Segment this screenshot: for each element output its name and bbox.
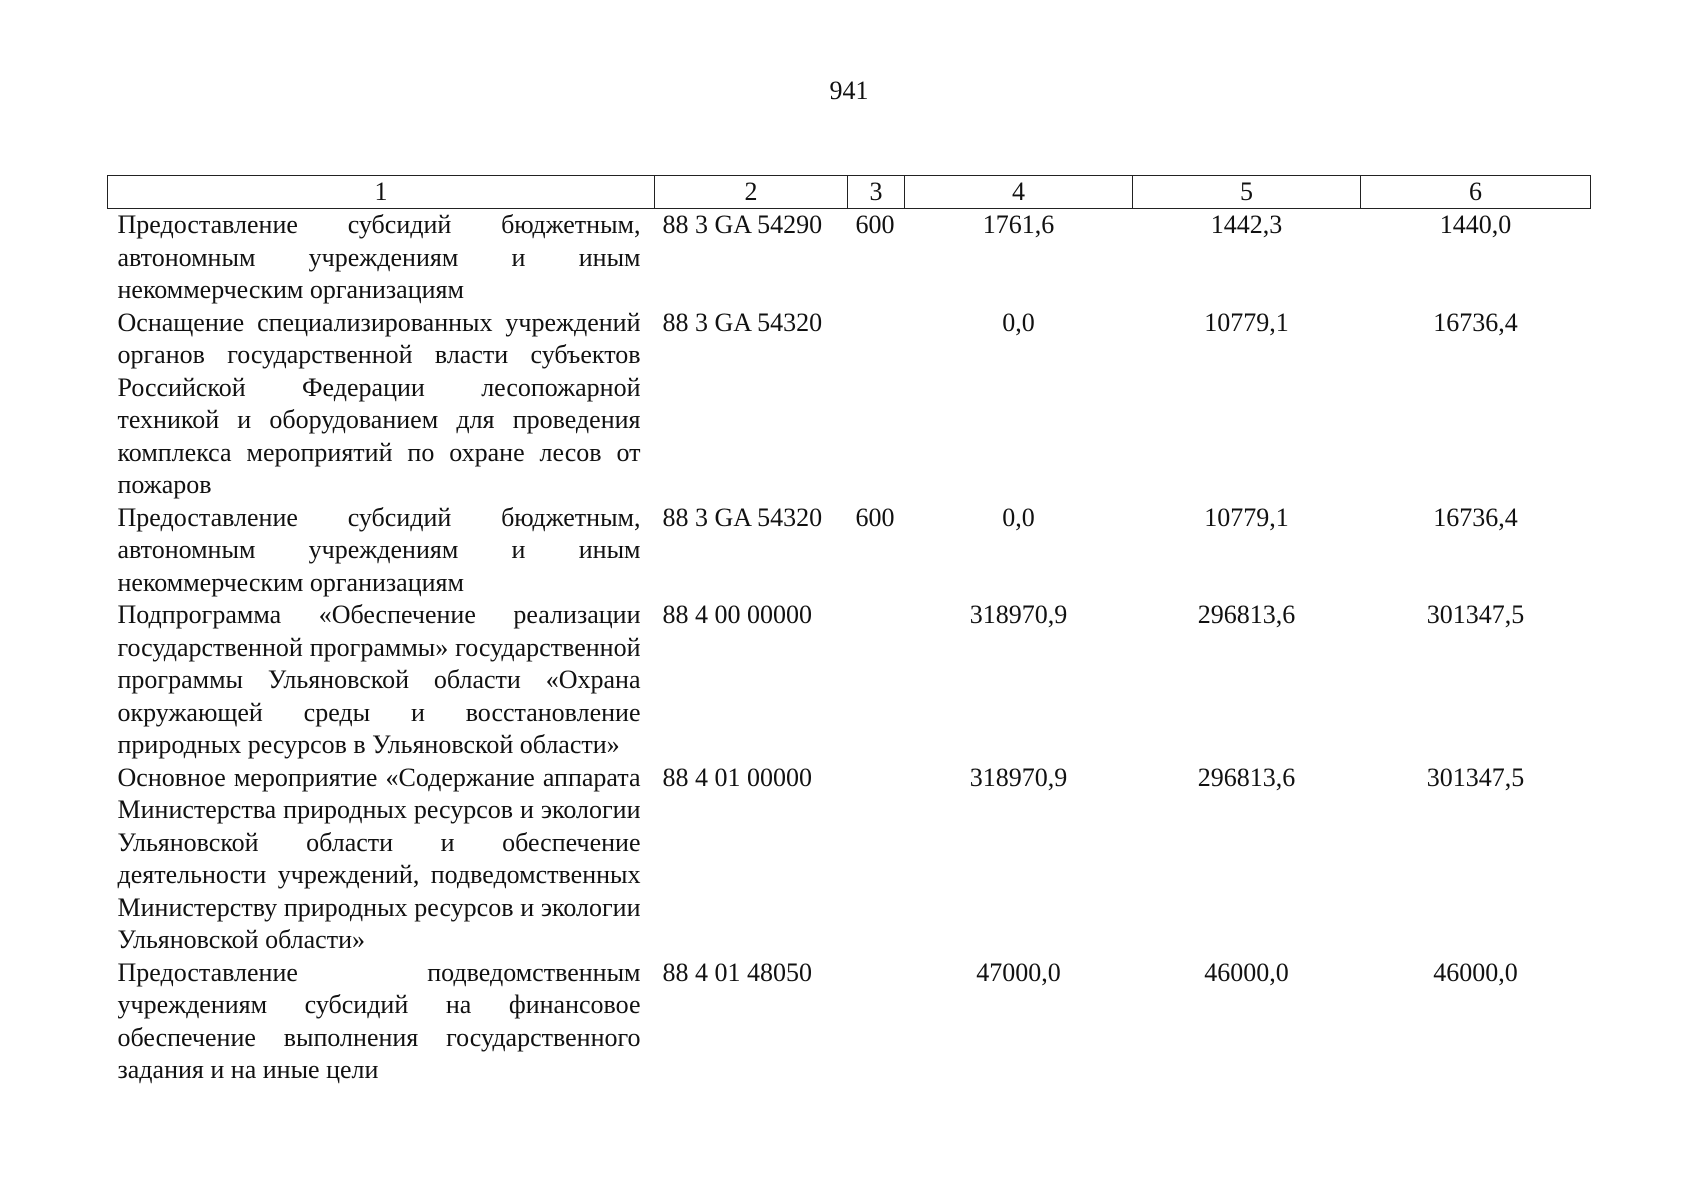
row-value-5: 10779,1 — [1204, 307, 1289, 337]
row-value-4: 1761,6 — [982, 210, 1055, 239]
column-header-3: 3 — [848, 176, 905, 209]
row-code: 88 3 GA 54320 — [662, 502, 823, 532]
column-header-6: 6 — [1361, 176, 1591, 209]
row-expense-type: 600 — [855, 210, 895, 239]
row-value-4: 47000,0 — [976, 957, 1061, 987]
row-name: Предоставление субсидий бюджетным, автономным учреждениям и иным некоммерческим организациям — [117, 502, 641, 597]
table-row — [108, 209, 1591, 307]
row-code: 88 4 01 00000 — [662, 762, 812, 792]
row-value-6: 16736,4 — [1433, 502, 1518, 532]
table-row — [108, 599, 1591, 762]
table-row — [108, 957, 1591, 1087]
row-code: 88 3 GA 54320 — [662, 307, 823, 337]
row-name: Основное мероприятие «Содержание аппарата Министерства природных ресурсов и экологии Ульяновской области и обеспечение деятельности учреждений, подведомственных Министерству природных ресурсов и экологии Ульяновской области» — [117, 762, 641, 954]
row-expense-type: 600 — [855, 502, 895, 532]
table-row — [108, 762, 1591, 957]
row-expense-type — [848, 307, 905, 502]
row-value-5: 296813,6 — [1197, 762, 1296, 792]
row-expense-type — [848, 762, 905, 957]
row-value-4: 0,0 — [1002, 502, 1035, 532]
row-value-4: 0,0 — [1002, 307, 1035, 337]
table-row — [108, 307, 1591, 502]
row-value-5: 10779,1 — [1204, 502, 1289, 532]
row-name: Подпрограмма «Обеспечение реализации государственной программы» государственной программы Ульяновской области «Охрана окружающей среды и восстановление природных ресурсов в Ульяновской области» — [117, 600, 641, 759]
row-code: 88 3 GA 54290 — [662, 210, 823, 239]
row-value-4: 318970,9 — [969, 762, 1068, 792]
table-row — [108, 502, 1591, 600]
row-value-6: 301347,5 — [1426, 600, 1525, 629]
budget-table — [107, 175, 1591, 1087]
row-value-6: 301347,5 — [1426, 762, 1525, 792]
row-name: Предоставление субсидий бюджетным, автономным учреждениям и иным некоммерческим организациям — [117, 210, 641, 304]
header-row — [108, 176, 1591, 209]
row-value-5: 46000,0 — [1204, 957, 1289, 987]
row-value-6: 16736,4 — [1433, 307, 1518, 337]
row-value-6: 1440,0 — [1439, 210, 1512, 239]
page-number: 941 — [829, 76, 869, 105]
row-value-5: 296813,6 — [1197, 600, 1296, 629]
row-value-5: 1442,3 — [1210, 210, 1283, 239]
row-expense-type — [848, 599, 905, 762]
column-header-1: 1 — [108, 176, 655, 209]
row-value-6: 46000,0 — [1433, 957, 1518, 987]
column-header-5: 5 — [1133, 176, 1361, 209]
row-value-4: 318970,9 — [969, 600, 1068, 629]
row-code: 88 4 01 48050 — [662, 957, 812, 987]
row-name: Предоставление подведомственным учреждениям субсидий на финансовое обеспечение выполнения государственного задания и на иные цели — [117, 957, 641, 1084]
column-header-2: 2 — [655, 176, 848, 209]
column-header-4: 4 — [905, 176, 1133, 209]
row-code: 88 4 00 00000 — [662, 600, 812, 629]
row-expense-type — [848, 957, 905, 1087]
row-name: Оснащение специализированных учреждений органов государственной власти субъектов Российской Федерации лесопожарной техникой и оборудованием для проведения комплекса мероприятий по охране лесов от пожаров — [117, 307, 641, 499]
